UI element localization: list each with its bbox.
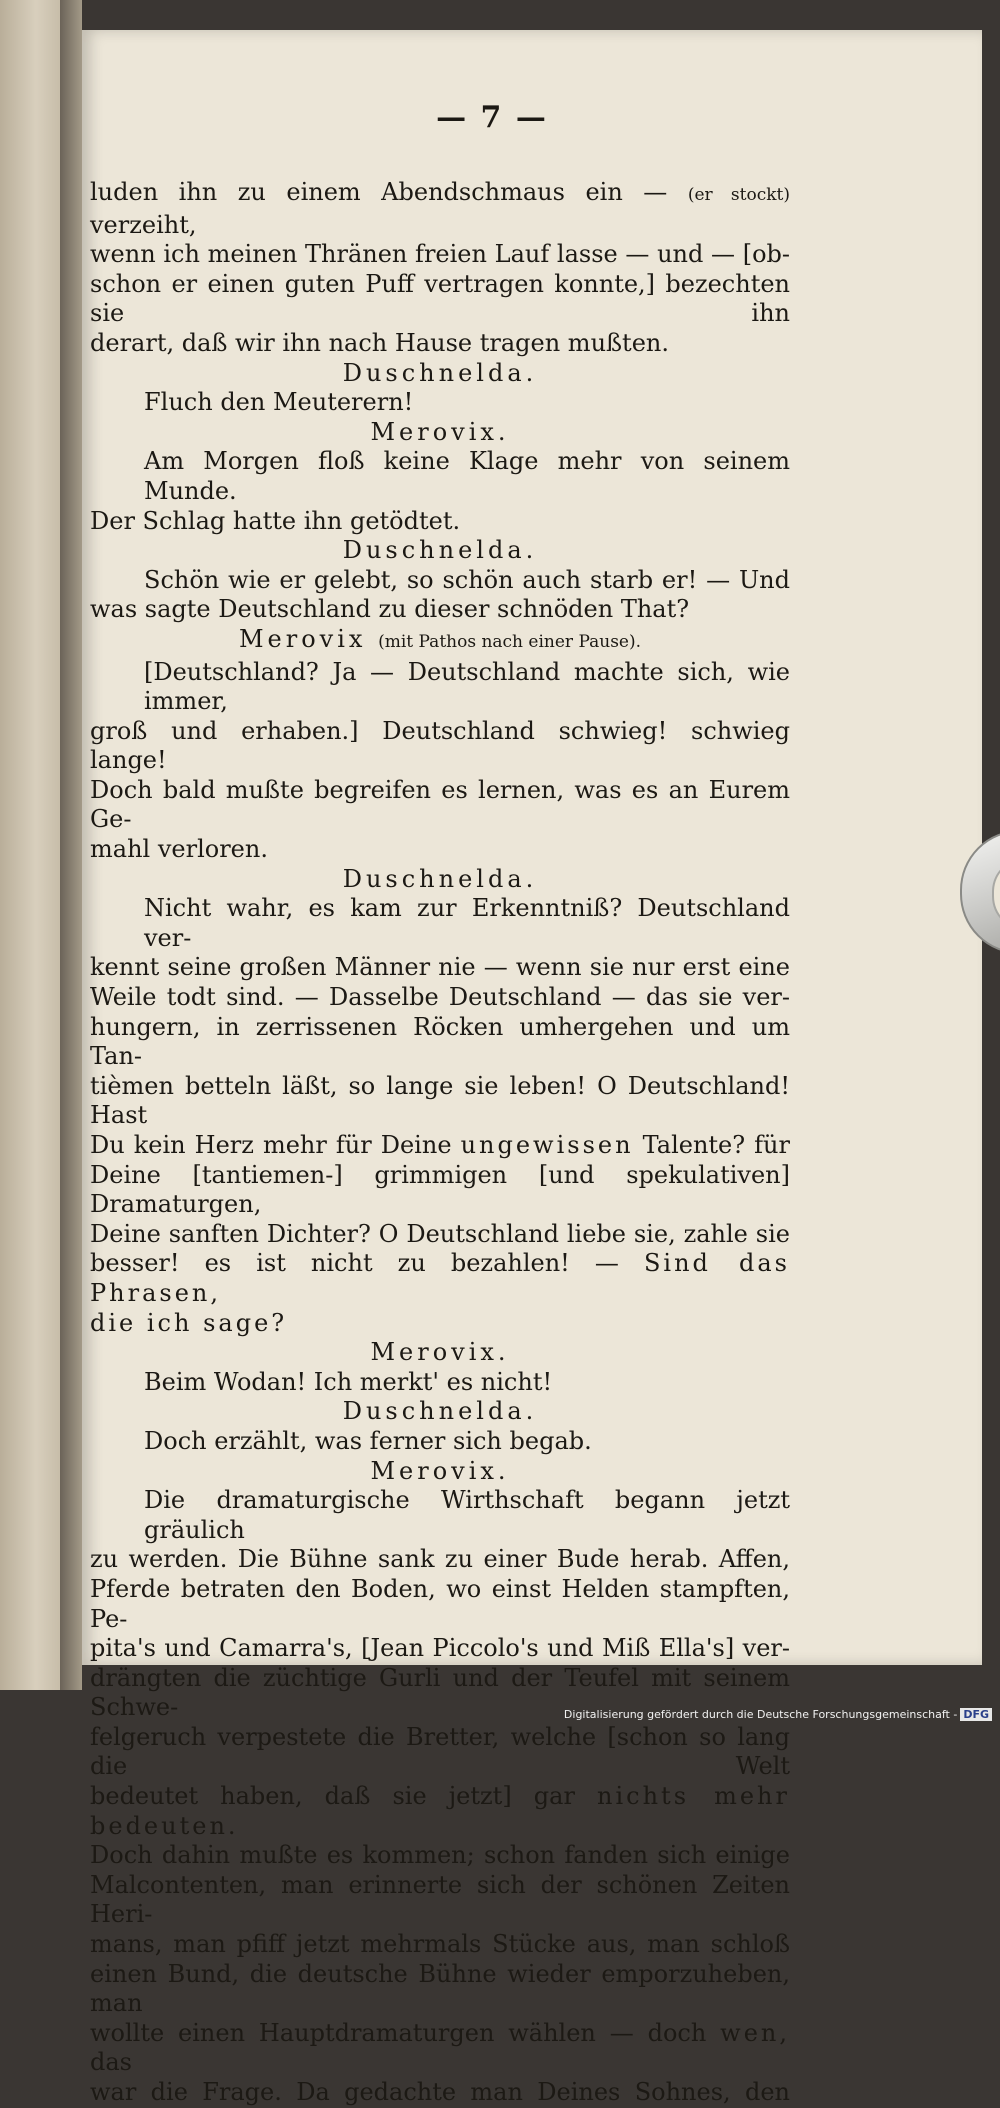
text-line: kennt seine großen Männer nie — wenn sie nur erst eine <box>90 953 790 982</box>
text-line: hungern, in zerrissenen Röcken umhergehen und um Tan- <box>90 1012 790 1071</box>
text-line: groß und erhaben.] Deutschland schwieg! schwieg lange! <box>90 716 790 775</box>
page-text <box>90 178 790 2108</box>
text-line: Du kein Herz mehr für Deine ungewissen Talente? für <box>90 1131 790 1159</box>
dfg-logo: DFG <box>960 1708 992 1721</box>
text-line: Weile todt sind. — Dasselbe Deutschland — das sie ver- <box>90 983 790 1012</box>
text-line: wollte einen Hauptdramaturgen wählen — doch wen, das <box>90 2018 790 2077</box>
text-line: zu werden. Die Bühne sank zu einer Bude herab. Affen, <box>90 1545 790 1574</box>
text-line: pita's und Camarra's, [Jean Piccolo's und Miß Ella's] ver- <box>90 1634 790 1663</box>
speaker-name: Merovix. <box>370 1338 510 1367</box>
digitization-credit <box>564 1708 992 1721</box>
text-line: Die dramaturgische Wirthschaft begann jetzt gräulich <box>144 1486 790 1544</box>
text-line: einen Bund, die deutsche Bühne wieder emporzuheben, man <box>90 1959 790 2018</box>
text-line: Fluch den Meuterern! <box>144 388 414 417</box>
text-line: schon er einen guten Puff vertragen konnte,] bezechten sie ihn <box>90 269 790 328</box>
text-line: bedeutet haben, daß sie jetzt] gar nichts mehr bedeuten. <box>90 1782 790 1840</box>
text-line: drängten die züchtige Gurli und der Teufel mit seinem Schwe- <box>90 1663 790 1722</box>
text-line: Pferde betraten den Boden, wo einst Helden stampften, Pe- <box>90 1574 790 1633</box>
speaker-name: Merovix. <box>370 417 510 446</box>
text-line: Doch bald mußte begreifen es lernen, was es an Eurem Ge- <box>90 775 790 834</box>
text-line: mans, man pfiff jetzt mehrmals Stücke aus, man schloß <box>90 1930 790 1959</box>
text-line: luden ihn zu einem Abendschmaus ein — (er stockt) verzeiht, <box>90 178 790 239</box>
text-line: Am Morgen floß keine Klage mehr von seinem Munde. <box>144 447 790 505</box>
speaker-name: Merovix. <box>370 1456 510 1485</box>
text-line: Doch erzählt, was ferner sich begab. <box>144 1426 592 1455</box>
text-line: Beim Wodan! Ich merkt' es nicht! <box>144 1367 553 1396</box>
text-line: [Deutschland? Ja — Deutschland machte sich, wie immer, <box>144 657 790 716</box>
text-line: derart, daß wir ihn nach Hause tragen mußten. <box>90 328 669 357</box>
text-line: die ich sage? <box>90 1308 288 1337</box>
book-gutter <box>60 0 82 1690</box>
credit-text: Digitalisierung gefördert durch die Deutsche Forschungsgemeinschaft - <box>563 1708 958 1721</box>
text-line: Der Schlag hatte ihn getödtet. <box>90 506 461 535</box>
text-line: was sagte Deutschland zu dieser schnöden That? <box>90 595 690 624</box>
text-line: Deine [tantiemen-] grimmigen [und spekulativen] Dramaturgen, <box>90 1160 790 1219</box>
text-line: felgeruch verpestete die Bretter, welche [schon so lang die Welt <box>90 1722 790 1781</box>
text-line: tièmen betteln läßt, so lange sie leben! O Deutschland! Hast <box>90 1071 790 1130</box>
text-line: Doch dahin mußte es kommen; schon fanden sich einige <box>90 1841 790 1870</box>
speaker-name: Duschnelda. <box>342 1397 538 1426</box>
text-line: wenn ich meinen Thränen freien Lauf lasse — und — [ob- <box>90 240 790 269</box>
page-clip <box>960 830 1000 954</box>
text-line: Malcontenten, man erinnerte sich der schönen Zeiten Heri- <box>90 1870 790 1929</box>
text-line: Schön wie er gelebt, so schön auch starb er! — Und <box>144 565 790 594</box>
text-line: besser! es ist nicht zu bezahlen! — Sind das Phrasen, <box>90 1249 790 1307</box>
speaker-name: Duschnelda. <box>342 864 538 893</box>
text-line: Nicht wahr, es kam zur Erkenntniß? Deutschland ver- <box>144 894 790 952</box>
text-line: Deine sanften Dichter? O Deutschland liebe sie, zahle sie <box>90 1219 790 1248</box>
facing-page-edge <box>0 0 60 1690</box>
page-number: — 7 — <box>436 100 548 135</box>
speaker-name: Duschnelda. <box>342 536 538 565</box>
speaker-name: Duschnelda. <box>342 358 538 387</box>
text-line: mahl verloren. <box>90 835 268 864</box>
speaker-with-direction: Merovix (mit Pathos nach einer Pause). <box>238 624 642 653</box>
page-clip-inner <box>992 857 1000 931</box>
text-line: war die Frage. Da gedachte man Deines Sohnes, den <box>90 2078 790 2106</box>
